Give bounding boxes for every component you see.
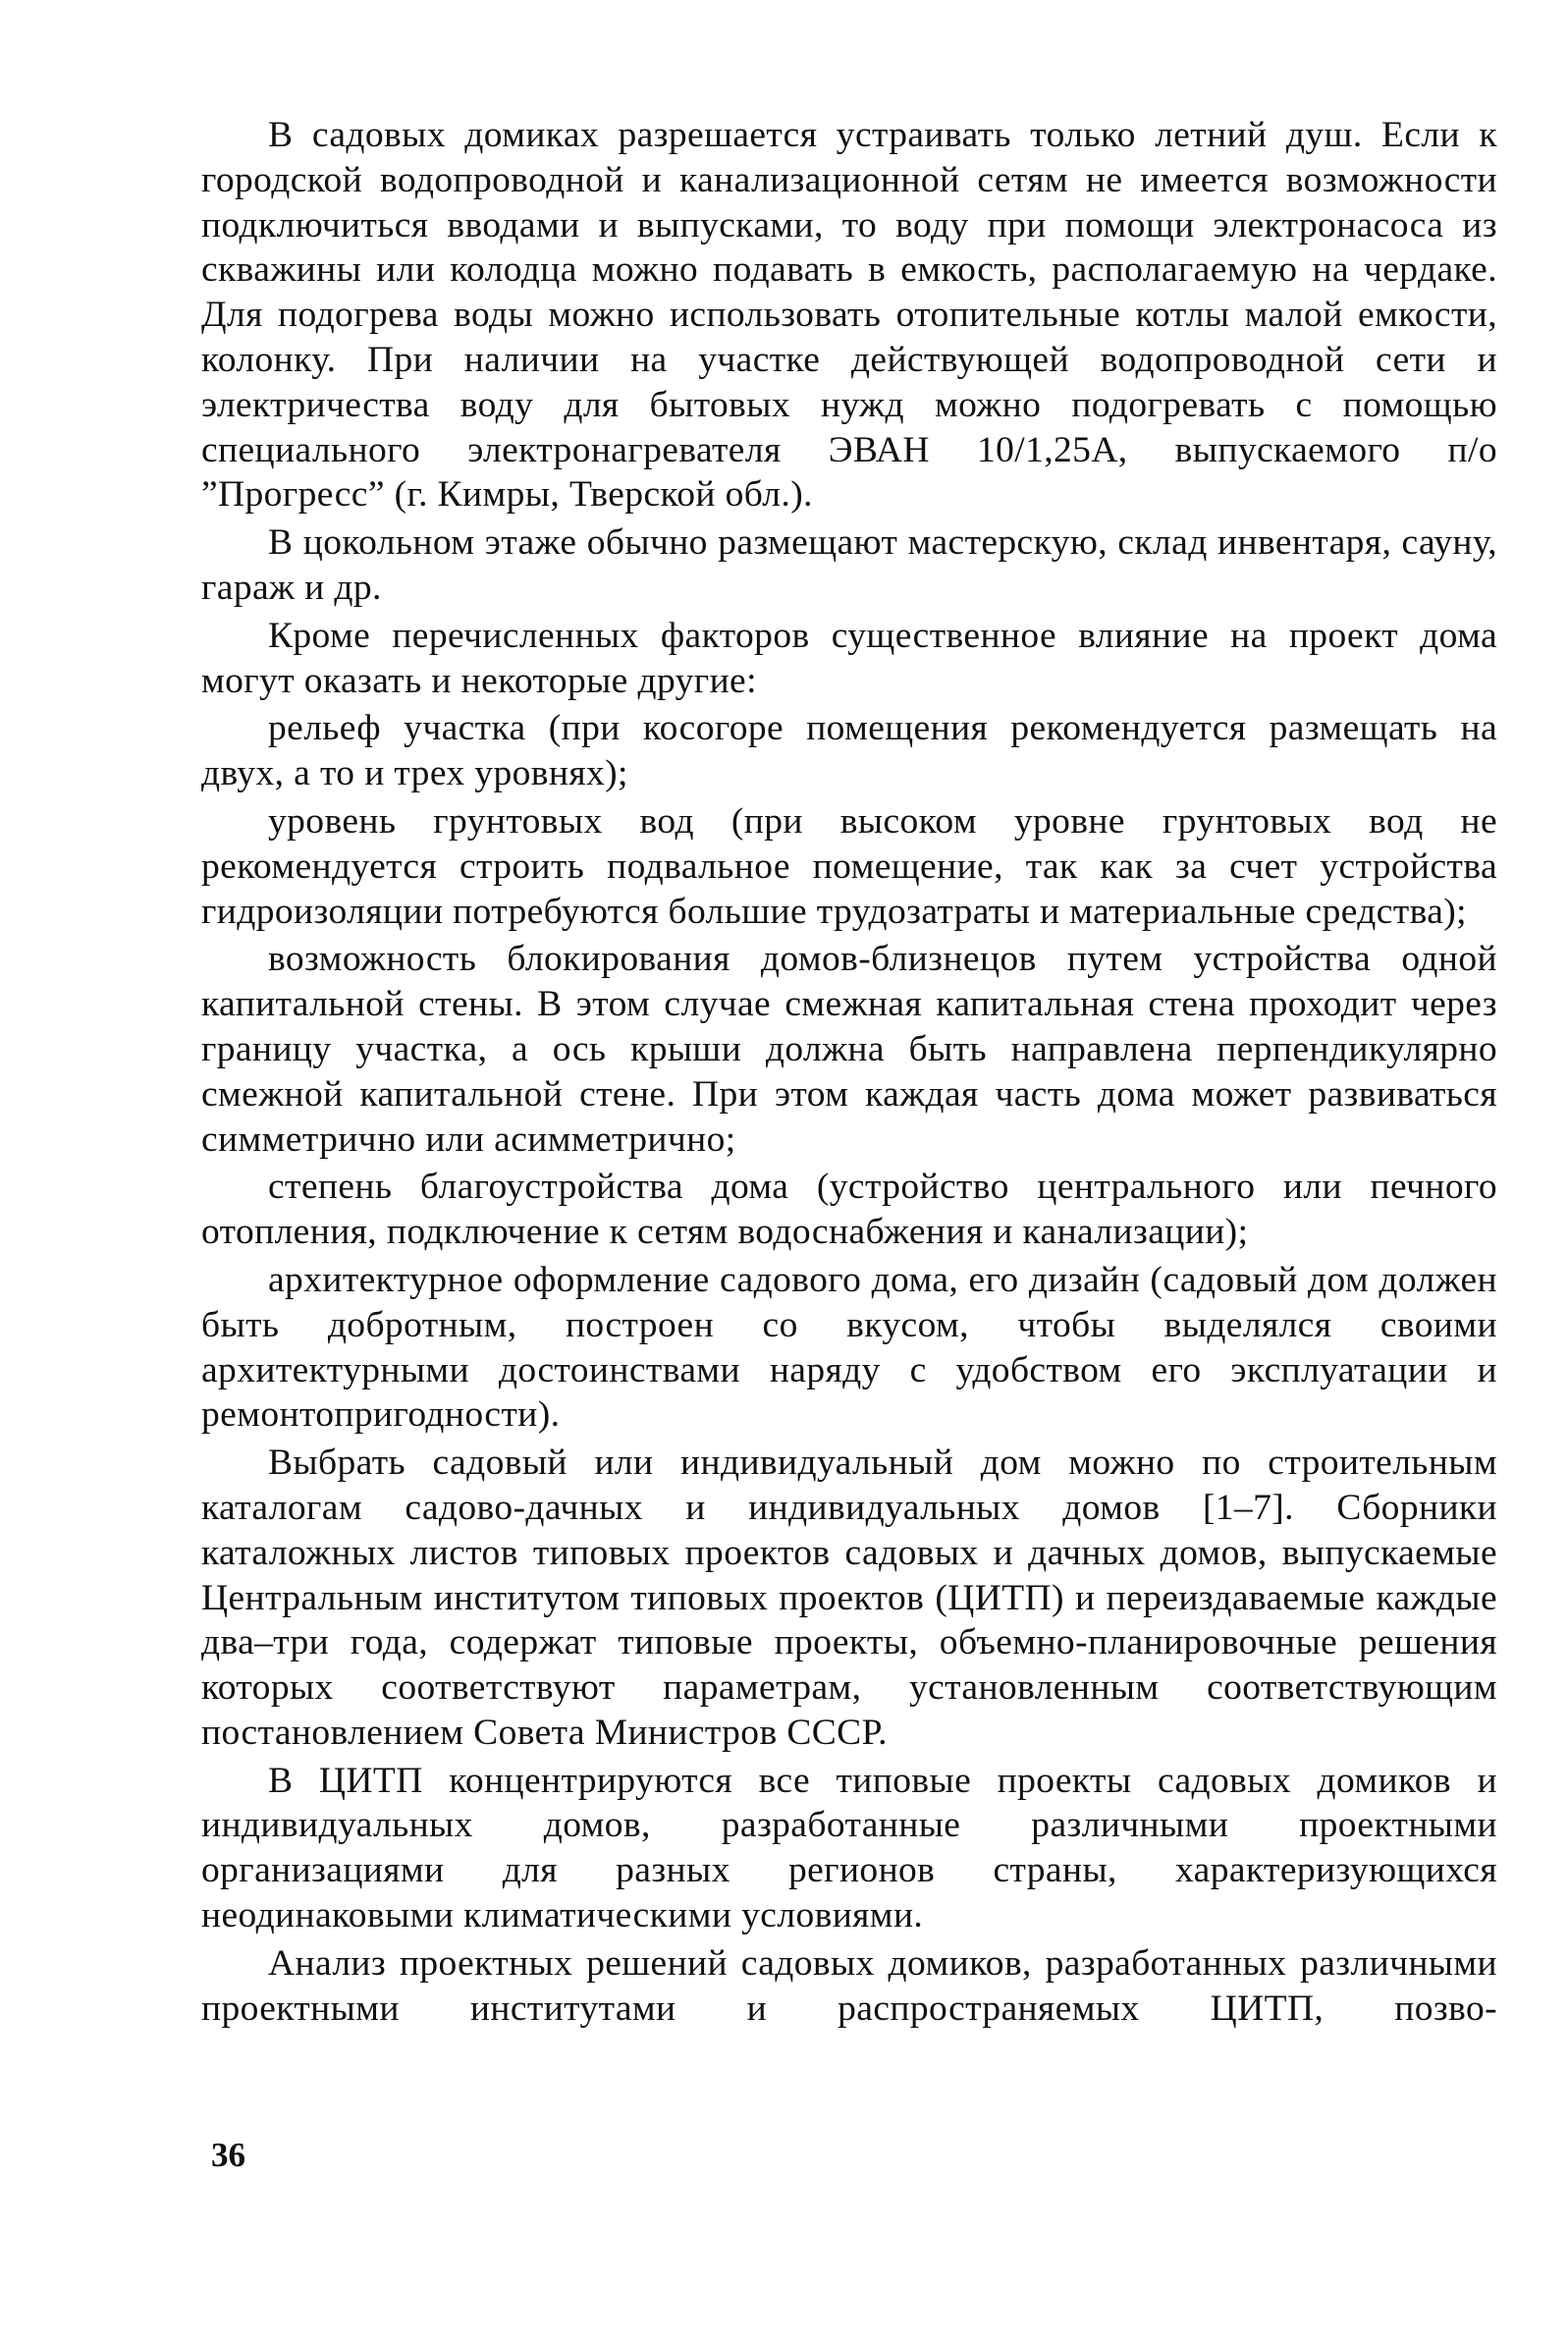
paragraph-catalogs: Выбрать садовый или индивидуальный дом можно по строительным каталогам садово-дачных и индивидуальных домов [1–7]. Сборники каталожных листов типовых проектов садовых и дачных домов, выпускаемые Центральным институтом типовых проектов (ЦИТП) и переиздаваемые каждые два–три года, содержат типовые проекты, объемно-планировочные решения которых соответствуют параметрам, установленным соответствующим постановлением Совета Министров СССР. — [201, 1443, 1497, 1753]
paragraph-analysis: Анализ проектных решений садовых домиков, разработанных различными проектными институтами и распространяемых ЦИТП, позво- — [201, 1942, 1497, 2029]
page-number: 36 — [211, 2136, 245, 2174]
paragraph-twin-houses: возможность блокирования домов-близнецов путем устройства одной капитальной стены. В этом случае смежная капитальная стена проходит через границу участка, а ось крыши должна быть направлена перпендикулярно смежной капитальной стене. При этом каждая часть дома может развиваться симметрично или асимметрично; — [201, 939, 1497, 1160]
paragraph-other-factors: Кроме перечисленных факторов существенное влияние на проект дома могут оказать и некоторые другие: — [201, 615, 1497, 701]
paragraph-amenities: степень благоустройства дома (устройство центрального или печного отопления, подключение к сетям водоснабжения и канализации); — [201, 1167, 1497, 1253]
paragraph-basement-floor: В цокольном этаже обычно размещают мастерскую, склад инвентаря, сауну, гараж и др. — [201, 522, 1497, 608]
paragraph-citp: В ЦИТП концентрируются все типовые проекты садовых домиков и индивидуальных домов, разработанные различными проектными организациями для разных регионов страны, характеризующихся неодинаковыми климатическими условиями. — [201, 1760, 1497, 1936]
paragraph-groundwater: уровень грунтовых вод (при высоком уровне грунтовых вод не рекомендуется строить подвальное помещение, так как за счет устройства гидроизоляции потребуются большие трудозатраты и материальные средства); — [201, 800, 1497, 932]
paragraph-terrain: рельеф участка (при косогоре помещения рекомендуется размещать на двух, а то и трех уровнях); — [201, 708, 1497, 794]
paragraph-summer-shower: В садовых домиках разрешается устраивать только летний душ. Если к городской водопроводной и канализационной сетям не имеется возможности подключиться вводами и выпусками, то воду при помощи электронасоса из скважины или колодца можно подавать в емкость, располагаемую на чердаке. Для подогрева воды можно использовать отопительные котлы малой емкости, колонку. При наличии на участке действующей водопроводной сети и электричества воду для бытовых нужд можно подогревать с помощью специального электронагревателя ЭВАН 10/1,25А, выпускаемого п/о ”Прогресс” (г. Кимры, Тверской обл.). — [201, 115, 1497, 516]
page-body — [201, 113, 1497, 2031]
paragraph-architecture: архитектурное оформление садового дома, его дизайн (садовый дом должен быть добротным, построен со вкусом, чтобы выделялся своими архитектурными достоинствами наряду с удобством его эксплуатации и ремонтопригодности). — [201, 1259, 1497, 1436]
